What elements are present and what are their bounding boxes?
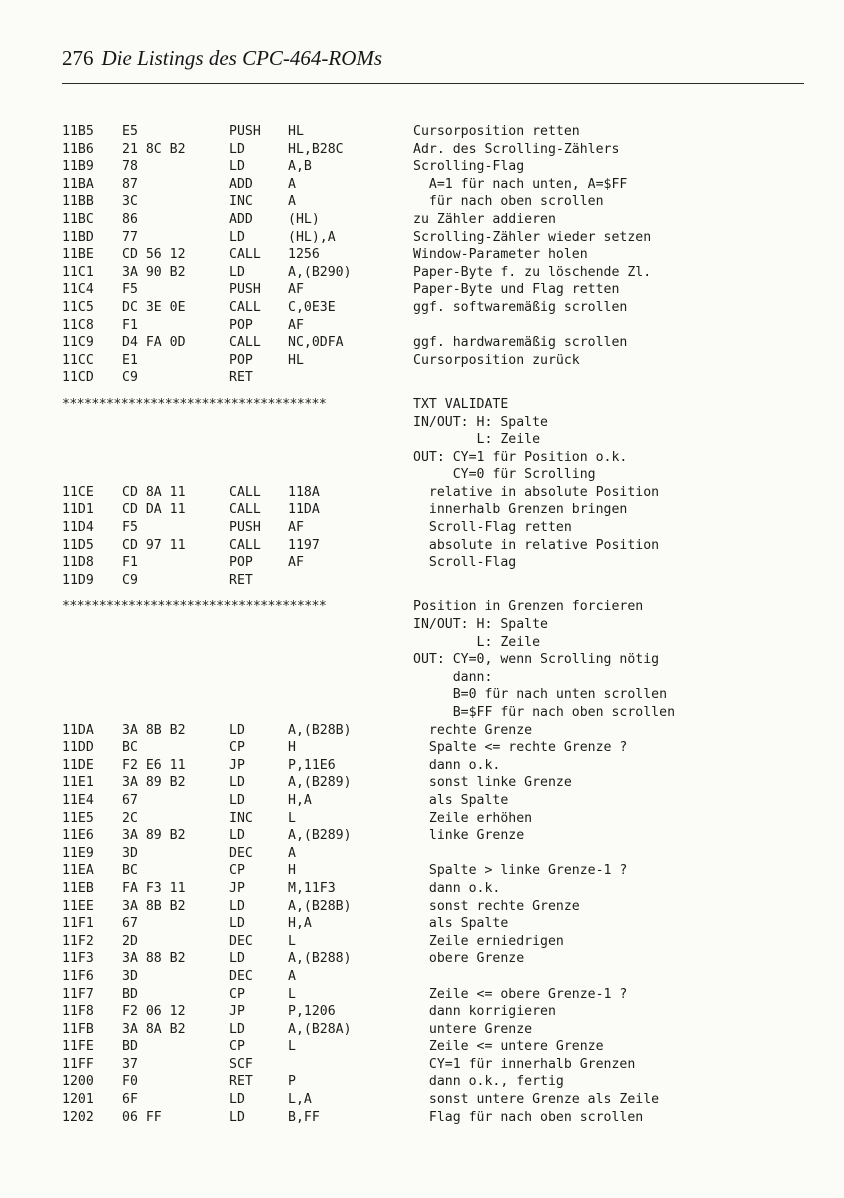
address: 11FE bbox=[62, 1039, 94, 1055]
operand: P,11E6 bbox=[288, 757, 336, 773]
address: 11D9 bbox=[62, 572, 94, 588]
address: 11F3 bbox=[62, 951, 94, 967]
mnemonic: RET bbox=[229, 370, 253, 386]
operand: A bbox=[288, 845, 296, 861]
operand: H,A bbox=[288, 916, 312, 932]
operand: A,(B28A) bbox=[288, 1021, 352, 1037]
section-gap bbox=[62, 590, 804, 599]
section-title: TXT VALIDATE bbox=[413, 396, 509, 412]
comment: Scroll-Flag retten bbox=[413, 520, 572, 536]
opcode-bytes: D4 FA 0D bbox=[122, 335, 186, 351]
address: 11C9 bbox=[62, 335, 94, 351]
listing-line bbox=[62, 370, 804, 388]
opcode-bytes: 86 bbox=[122, 211, 138, 227]
listing-line bbox=[62, 793, 804, 811]
opcode-bytes: CD DA 11 bbox=[122, 502, 186, 518]
mnemonic: PUSH bbox=[229, 124, 261, 139]
opcode-bytes: F1 bbox=[122, 317, 138, 333]
address: 11FB bbox=[62, 1021, 94, 1037]
comment: obere Grenze bbox=[413, 951, 525, 967]
comment: B=$FF für nach oben scrollen bbox=[413, 705, 676, 720]
address: 11EE bbox=[62, 898, 94, 914]
listing-line bbox=[62, 194, 804, 212]
comment: Scroll-Flag bbox=[413, 555, 517, 571]
address: 11F6 bbox=[62, 968, 94, 984]
address: 11E1 bbox=[62, 775, 94, 791]
operand: HL bbox=[288, 352, 304, 368]
mnemonic: LD bbox=[229, 1109, 245, 1125]
comment: Adr. des Scrolling-Zählers bbox=[413, 141, 620, 157]
listing-line bbox=[62, 863, 804, 881]
comment: Zeile <= untere Grenze bbox=[413, 1039, 604, 1055]
opcode-bytes: C9 bbox=[122, 370, 138, 386]
listing-line bbox=[62, 555, 804, 573]
listing-line bbox=[62, 282, 804, 300]
comment: zu Zähler addieren bbox=[413, 211, 556, 227]
address: 11EA bbox=[62, 863, 94, 879]
mnemonic: PUSH bbox=[229, 520, 261, 536]
operand: L bbox=[288, 1039, 296, 1055]
comment: Paper-Byte f. zu löschende Zl. bbox=[413, 264, 652, 280]
comment: sonst linke Grenze bbox=[413, 775, 572, 791]
mnemonic: LD bbox=[229, 898, 245, 914]
comment: dann korrigieren bbox=[413, 1004, 556, 1020]
opcode-bytes: 2C bbox=[122, 810, 138, 826]
mnemonic: LD bbox=[229, 951, 245, 967]
address: 11FF bbox=[62, 1056, 94, 1072]
opcode-bytes: 3A 8B B2 bbox=[122, 722, 186, 738]
listing-line bbox=[62, 969, 804, 987]
mnemonic: PUSH bbox=[229, 282, 261, 298]
listing-line bbox=[62, 846, 804, 864]
listing-line bbox=[62, 987, 804, 1005]
comment: absolute in relative Position bbox=[413, 537, 660, 553]
opcode-bytes: 21 8C B2 bbox=[122, 141, 186, 157]
listing-line bbox=[62, 485, 804, 503]
address: 11D1 bbox=[62, 502, 94, 518]
listing-line bbox=[62, 723, 804, 741]
operand: 118A bbox=[288, 484, 320, 500]
operand: 11DA bbox=[288, 502, 320, 518]
listing-line bbox=[62, 1092, 804, 1110]
listing-line bbox=[62, 828, 804, 846]
opcode-bytes: BD bbox=[122, 1039, 138, 1055]
mnemonic: CALL bbox=[229, 502, 261, 518]
comment: Flag für nach oben scrollen bbox=[413, 1109, 644, 1125]
mnemonic: CP bbox=[229, 986, 245, 1002]
listing-line bbox=[62, 353, 804, 371]
section-gap bbox=[62, 388, 804, 397]
listing-line bbox=[62, 450, 804, 468]
comment: IN/OUT: H: Spalte bbox=[413, 414, 548, 430]
listing-line bbox=[62, 212, 804, 230]
address: 11BC bbox=[62, 211, 94, 227]
address: 11E9 bbox=[62, 845, 94, 861]
operand: P,1206 bbox=[288, 1004, 336, 1020]
opcode-bytes: 6F bbox=[122, 1092, 138, 1108]
operand: 1256 bbox=[288, 247, 320, 263]
opcode-bytes: 78 bbox=[122, 159, 138, 175]
operand: A,(B28B) bbox=[288, 898, 352, 914]
separator-stars: ************************************ bbox=[62, 599, 327, 615]
mnemonic: LD bbox=[229, 229, 245, 245]
comment: als Spalte bbox=[413, 792, 509, 808]
operand: B,FF bbox=[288, 1109, 320, 1125]
operand: AF bbox=[288, 317, 304, 333]
address: 11E6 bbox=[62, 828, 94, 844]
mnemonic: JP bbox=[229, 1004, 245, 1020]
address: 11CC bbox=[62, 352, 94, 368]
mnemonic: POP bbox=[229, 317, 253, 333]
address: 11BB bbox=[62, 194, 94, 210]
operand: NC,0DFA bbox=[288, 335, 344, 351]
opcode-bytes: 3A 88 B2 bbox=[122, 951, 186, 967]
listing-line bbox=[62, 335, 804, 353]
operand: 1197 bbox=[288, 537, 320, 553]
operand: L bbox=[288, 933, 296, 949]
address: 11B6 bbox=[62, 141, 94, 157]
opcode-bytes: F5 bbox=[122, 282, 138, 298]
comment: relative in absolute Position bbox=[413, 484, 660, 500]
opcode-bytes: E1 bbox=[122, 352, 138, 368]
opcode-bytes: 3D bbox=[122, 845, 138, 861]
listing-line bbox=[62, 1004, 804, 1022]
listing-line bbox=[62, 573, 804, 591]
address: 1201 bbox=[62, 1092, 94, 1108]
listing-line bbox=[62, 635, 804, 653]
listing-line bbox=[62, 467, 804, 485]
opcode-bytes: 87 bbox=[122, 176, 138, 192]
mnemonic: LD bbox=[229, 141, 245, 157]
comment: A=1 für nach unten, A=$FF bbox=[413, 176, 628, 192]
operand: L bbox=[288, 986, 296, 1002]
operand: A,(B289) bbox=[288, 775, 352, 791]
listing-line bbox=[62, 1110, 804, 1128]
comment: Window-Parameter holen bbox=[413, 247, 588, 263]
mnemonic: ADD bbox=[229, 211, 253, 227]
address: 11BD bbox=[62, 229, 94, 245]
opcode-bytes: F2 06 12 bbox=[122, 1004, 186, 1020]
listing-line bbox=[62, 811, 804, 829]
page-header bbox=[62, 46, 804, 82]
comment: Spalte > linke Grenze-1 ? bbox=[413, 863, 628, 879]
listing-line bbox=[62, 687, 804, 705]
mnemonic: JP bbox=[229, 757, 245, 773]
listing-line bbox=[62, 775, 804, 793]
comment: Zeile erhöhen bbox=[413, 810, 533, 826]
mnemonic: DEC bbox=[229, 845, 253, 861]
listing-line bbox=[62, 899, 804, 917]
operand: A,(B290) bbox=[288, 264, 352, 280]
listing-line bbox=[62, 300, 804, 318]
operand: A,(B289) bbox=[288, 828, 352, 844]
listing-line bbox=[62, 617, 804, 635]
mnemonic: CALL bbox=[229, 335, 261, 351]
listing-line bbox=[62, 159, 804, 177]
opcode-bytes: FA F3 11 bbox=[122, 880, 186, 896]
opcode-bytes: 3A 89 B2 bbox=[122, 828, 186, 844]
address: 11C8 bbox=[62, 317, 94, 333]
mnemonic: LD bbox=[229, 722, 245, 738]
comment: CY=0 für Scrolling bbox=[413, 467, 596, 483]
comment: als Spalte bbox=[413, 916, 509, 932]
section-separator bbox=[62, 599, 804, 617]
comment: für nach oben scrollen bbox=[413, 194, 604, 210]
operand: HL,B28C bbox=[288, 141, 344, 157]
listing-line bbox=[62, 538, 804, 556]
opcode-bytes: CD 8A 11 bbox=[122, 484, 186, 500]
comment: L: Zeile bbox=[413, 634, 541, 650]
address: 11C1 bbox=[62, 264, 94, 280]
operand: P bbox=[288, 1074, 296, 1090]
comment: B=0 für nach unten scrollen bbox=[413, 687, 668, 703]
listing-line bbox=[62, 934, 804, 952]
operand: AF bbox=[288, 555, 304, 571]
comment: linke Grenze bbox=[413, 828, 525, 844]
address: 11D5 bbox=[62, 537, 94, 553]
comment: dann o.k. bbox=[413, 757, 501, 773]
opcode-bytes: F2 E6 11 bbox=[122, 757, 186, 773]
opcode-bytes: 67 bbox=[122, 916, 138, 932]
listing-line bbox=[62, 1074, 804, 1092]
comment: dann o.k. bbox=[413, 880, 501, 896]
opcode-bytes: 3A 8A B2 bbox=[122, 1021, 186, 1037]
comment: ggf. hardwaremäßig scrollen bbox=[413, 335, 628, 351]
address: 11DA bbox=[62, 722, 94, 738]
operand: H bbox=[288, 863, 296, 879]
header-rule bbox=[62, 83, 804, 84]
address: 11B5 bbox=[62, 124, 94, 139]
page-title: Die Listings des CPC-464-ROMs bbox=[101, 46, 383, 70]
opcode-bytes: F0 bbox=[122, 1074, 138, 1090]
operand: A,B bbox=[288, 159, 312, 175]
listing-line bbox=[62, 415, 804, 433]
comment: dann: bbox=[413, 669, 493, 685]
mnemonic: CP bbox=[229, 1039, 245, 1055]
address: 11C5 bbox=[62, 299, 94, 315]
mnemonic: POP bbox=[229, 555, 253, 571]
address: 11CE bbox=[62, 484, 94, 500]
listing-line bbox=[62, 951, 804, 969]
opcode-bytes: 06 FF bbox=[122, 1109, 162, 1125]
listing-line bbox=[62, 318, 804, 336]
mnemonic: LD bbox=[229, 159, 245, 175]
listing-line bbox=[62, 740, 804, 758]
comment: IN/OUT: H: Spalte bbox=[413, 617, 548, 633]
operand: H bbox=[288, 740, 296, 756]
mnemonic: LD bbox=[229, 775, 245, 791]
mnemonic: CP bbox=[229, 863, 245, 879]
comment: L: Zeile bbox=[413, 432, 541, 448]
comment: Spalte <= rechte Grenze ? bbox=[413, 740, 628, 756]
opcode-bytes: DC 3E 0E bbox=[122, 299, 186, 315]
address: 11EB bbox=[62, 880, 94, 896]
comment: Cursorposition retten bbox=[413, 124, 580, 139]
separator-stars: ************************************ bbox=[62, 396, 327, 412]
address: 11E5 bbox=[62, 810, 94, 826]
listing-line bbox=[62, 520, 804, 538]
opcode-bytes: BC bbox=[122, 740, 138, 756]
listing-line bbox=[62, 265, 804, 283]
listing-line bbox=[62, 705, 804, 723]
mnemonic: LD bbox=[229, 792, 245, 808]
operand: A bbox=[288, 194, 296, 210]
comment: sonst untere Grenze als Zeile bbox=[413, 1092, 660, 1108]
mnemonic: LD bbox=[229, 264, 245, 280]
comment: Zeile erniedrigen bbox=[413, 933, 564, 949]
listing-line bbox=[62, 758, 804, 776]
operand: A bbox=[288, 968, 296, 984]
mnemonic: DEC bbox=[229, 968, 253, 984]
opcode-bytes: BC bbox=[122, 863, 138, 879]
operand: A,(B288) bbox=[288, 951, 352, 967]
opcode-bytes: 3A 89 B2 bbox=[122, 775, 186, 791]
listing-line bbox=[62, 916, 804, 934]
opcode-bytes: CD 97 11 bbox=[122, 537, 186, 553]
mnemonic: LD bbox=[229, 916, 245, 932]
opcode-bytes: 3A 90 B2 bbox=[122, 264, 186, 280]
comment: Cursorposition zurück bbox=[413, 352, 580, 368]
opcode-bytes: 2D bbox=[122, 933, 138, 949]
address: 11DE bbox=[62, 757, 94, 773]
mnemonic: RET bbox=[229, 1074, 253, 1090]
listing-line bbox=[62, 652, 804, 670]
operand: A bbox=[288, 176, 296, 192]
mnemonic: LD bbox=[229, 1092, 245, 1108]
opcode-bytes: 67 bbox=[122, 792, 138, 808]
listing-line bbox=[62, 142, 804, 160]
mnemonic: LD bbox=[229, 828, 245, 844]
listing-line bbox=[62, 1057, 804, 1075]
operand: C,0E3E bbox=[288, 299, 336, 315]
mnemonic: JP bbox=[229, 880, 245, 896]
opcode-bytes: BD bbox=[122, 986, 138, 1002]
operand: L bbox=[288, 810, 296, 826]
assembly-listing bbox=[62, 124, 804, 1127]
comment: Scrolling-Zähler wieder setzen bbox=[413, 229, 652, 245]
listing-line bbox=[62, 230, 804, 248]
comment: rechte Grenze bbox=[413, 722, 533, 738]
address: 11D8 bbox=[62, 555, 94, 571]
section-separator bbox=[62, 397, 804, 415]
opcode-bytes: 37 bbox=[122, 1056, 138, 1072]
mnemonic: SCF bbox=[229, 1056, 253, 1072]
comment: Scrolling-Flag bbox=[413, 159, 525, 175]
operand: L,A bbox=[288, 1092, 312, 1108]
opcode-bytes: E5 bbox=[122, 124, 138, 139]
comment: untere Grenze bbox=[413, 1021, 533, 1037]
operand: AF bbox=[288, 520, 304, 536]
address: 11C4 bbox=[62, 282, 94, 298]
opcode-bytes: 3C bbox=[122, 194, 138, 210]
address: 1202 bbox=[62, 1109, 94, 1125]
operand: AF bbox=[288, 282, 304, 298]
address: 11D4 bbox=[62, 520, 94, 536]
mnemonic: INC bbox=[229, 810, 253, 826]
opcode-bytes: CD 56 12 bbox=[122, 247, 186, 263]
mnemonic: CALL bbox=[229, 299, 261, 315]
opcode-bytes: F1 bbox=[122, 555, 138, 571]
opcode-bytes: 3A 8B B2 bbox=[122, 898, 186, 914]
section-title: Position in Grenzen forcieren bbox=[413, 599, 644, 615]
address: 11F7 bbox=[62, 986, 94, 1002]
address: 11DD bbox=[62, 740, 94, 756]
operand: M,11F3 bbox=[288, 880, 336, 896]
opcode-bytes: 77 bbox=[122, 229, 138, 245]
opcode-bytes: F5 bbox=[122, 520, 138, 536]
comment: dann o.k., fertig bbox=[413, 1074, 564, 1090]
mnemonic: DEC bbox=[229, 933, 253, 949]
listing-line bbox=[62, 1039, 804, 1057]
mnemonic: CALL bbox=[229, 247, 261, 263]
opcode-bytes: C9 bbox=[122, 572, 138, 588]
comment: Paper-Byte und Flag retten bbox=[413, 282, 620, 298]
mnemonic: LD bbox=[229, 1021, 245, 1037]
mnemonic: POP bbox=[229, 352, 253, 368]
listing-line bbox=[62, 670, 804, 688]
address: 11B9 bbox=[62, 159, 94, 175]
operand: H,A bbox=[288, 792, 312, 808]
operand: (HL) bbox=[288, 211, 320, 227]
address: 11BA bbox=[62, 176, 94, 192]
listing-line bbox=[62, 432, 804, 450]
listing-line bbox=[62, 881, 804, 899]
mnemonic: CALL bbox=[229, 484, 261, 500]
listing-line bbox=[62, 247, 804, 265]
mnemonic: CP bbox=[229, 740, 245, 756]
operand: (HL),A bbox=[288, 229, 336, 245]
listing-line bbox=[62, 177, 804, 195]
address: 11BE bbox=[62, 247, 94, 263]
listing-line bbox=[62, 1022, 804, 1040]
listing-line bbox=[62, 502, 804, 520]
address: 1200 bbox=[62, 1074, 94, 1090]
comment: CY=1 für innerhalb Grenzen bbox=[413, 1056, 636, 1072]
comment: ggf. softwaremäßig scrollen bbox=[413, 299, 628, 315]
mnemonic: INC bbox=[229, 194, 253, 210]
listing-line bbox=[62, 124, 804, 142]
mnemonic: ADD bbox=[229, 176, 253, 192]
operand: A,(B28B) bbox=[288, 722, 352, 738]
address: 11E4 bbox=[62, 792, 94, 808]
comment: OUT: CY=1 für Position o.k. bbox=[413, 449, 628, 465]
address: 11CD bbox=[62, 370, 94, 386]
operand: HL bbox=[288, 124, 304, 139]
comment: sonst rechte Grenze bbox=[413, 898, 580, 914]
address: 11F2 bbox=[62, 933, 94, 949]
page-number: 276 bbox=[62, 46, 94, 70]
comment: OUT: CY=0, wenn Scrolling nötig bbox=[413, 652, 660, 668]
mnemonic: CALL bbox=[229, 537, 261, 553]
address: 11F1 bbox=[62, 916, 94, 932]
opcode-bytes: 3D bbox=[122, 968, 138, 984]
address: 11F8 bbox=[62, 1004, 94, 1020]
comment: innerhalb Grenzen bringen bbox=[413, 502, 628, 518]
comment: Zeile <= obere Grenze-1 ? bbox=[413, 986, 628, 1002]
mnemonic: RET bbox=[229, 572, 253, 588]
